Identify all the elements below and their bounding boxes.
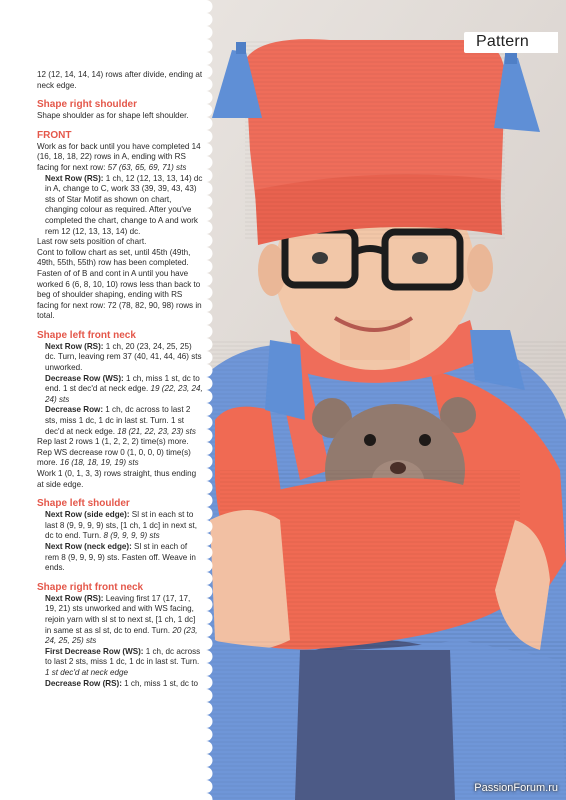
section-tab-pattern <box>464 32 558 53</box>
instruction-row: Next Row (neck edge): Sl st in each of rem 8 (9, 9, 9, 9) sts. Fasten off. Weave in ends. <box>45 541 196 573</box>
heading-front: FRONT <box>37 129 72 141</box>
instruction-row: Decrease Row (RS): 1 ch, miss 1 st, dc to <box>45 678 198 688</box>
instruction-line: Work as for back until you have completed 14 (16, 18, 18, 22) rows in A, ending with RS facing for next row: 57 (63, 65, 69, 71) sts <box>37 141 201 172</box>
instruction-row: Decrease Row: 1 ch, dc across to last 2 sts, miss 1 dc, 1 dc in last st. Turn. 1 st dec'd at neck edge. 18 (21, 22, 23, 23) sts <box>45 405 196 436</box>
instruction-row: Next Row (side edge): Sl st in each st to last 8 (9, 9, 9, 9) sts, [1 ch, 1 dc] in next st, dc to end. Turn. 8 (9, 9, 9, 9) sts <box>45 510 198 541</box>
instruction-line: 12 (12, 14, 14, 14) rows after divide, ending at neck edge. <box>37 70 203 90</box>
heading-shape-left-front-neck: Shape left front neck <box>37 329 136 341</box>
instruction-row: Next Row (RS): 1 ch, 12 (12, 13, 13, 14) dc in A, change to C, work 33 (39, 39, 43, 43) sts of Star Motif as shown on chart, changing colour as required. After you've completed the chart, change to A and work rem 12 (12, 13, 13, 14) dc. <box>45 173 203 236</box>
heading-shape-right-front-neck: Shape right front neck <box>37 581 144 593</box>
watermark: PassionForum.ru <box>474 782 558 794</box>
instruction-line: Rep WS decrease row 0 (1, 0, 0, 0) time(s) more. 16 (18, 18, 19, 19) sts <box>37 447 191 468</box>
section-tab-label: Pattern <box>476 33 529 50</box>
instruction-line: Cont to follow chart as set, until 45th (49th, 49th, 55th, 55th) row has been completed. Fasten of of B and cont in A until you have worked 6 (6, 8, 10, 10) rows less than back to beg of shoulder shaping, ending with RS facing for next row: 72 (78, 82, 90, 98) rows in total. <box>37 247 202 321</box>
heading-shape-right-shoulder: Shape right shoulder <box>37 99 138 111</box>
hat-icon <box>245 39 505 245</box>
instruction-line: Shape shoulder as for shape left shoulder. <box>37 111 189 121</box>
instruction-row: Decrease Row (WS): 1 ch, miss 1 st, dc to end. 1 st dec'd at neck edge. 19 (22, 23, 24, 24) sts <box>45 373 203 404</box>
text-column <box>0 0 206 800</box>
instruction-row: First Decrease Row (WS): 1 ch, dc across to last 2 sts, miss 1 dc, 1 dc in last st. Turn. 1 st dec'd at neck edge <box>45 646 201 677</box>
scarf-tassel-left-icon <box>265 340 305 420</box>
instruction-line: Work 1 (0, 1, 3, 3) rows straight, thus ending at side edge. <box>37 469 197 489</box>
instruction-row: Next Row (RS): Leaving first 17 (17, 17, 19, 21) sts unworked and with WS facing, rejoin yarn with sl st to next st, [1 ch, 1 dc] in same st as sl st, dc to end. Turn. 20 (23, 24, 25, 25) sts <box>45 593 198 646</box>
heading-shape-left-shoulder: Shape left shoulder <box>37 498 130 510</box>
instruction-row: Next Row (RS): 1 ch, 20 (23, 24, 25, 25) dc. Turn, leaving rem 37 (40, 41, 44, 46) sts unworked. <box>45 341 202 373</box>
instruction-line: Last row sets position of chart. <box>37 237 147 247</box>
pattern-instructions <box>37 70 203 689</box>
instruction-line: Rep last 2 rows 1 (1, 2, 2, 2) time(s) more. <box>37 437 189 447</box>
